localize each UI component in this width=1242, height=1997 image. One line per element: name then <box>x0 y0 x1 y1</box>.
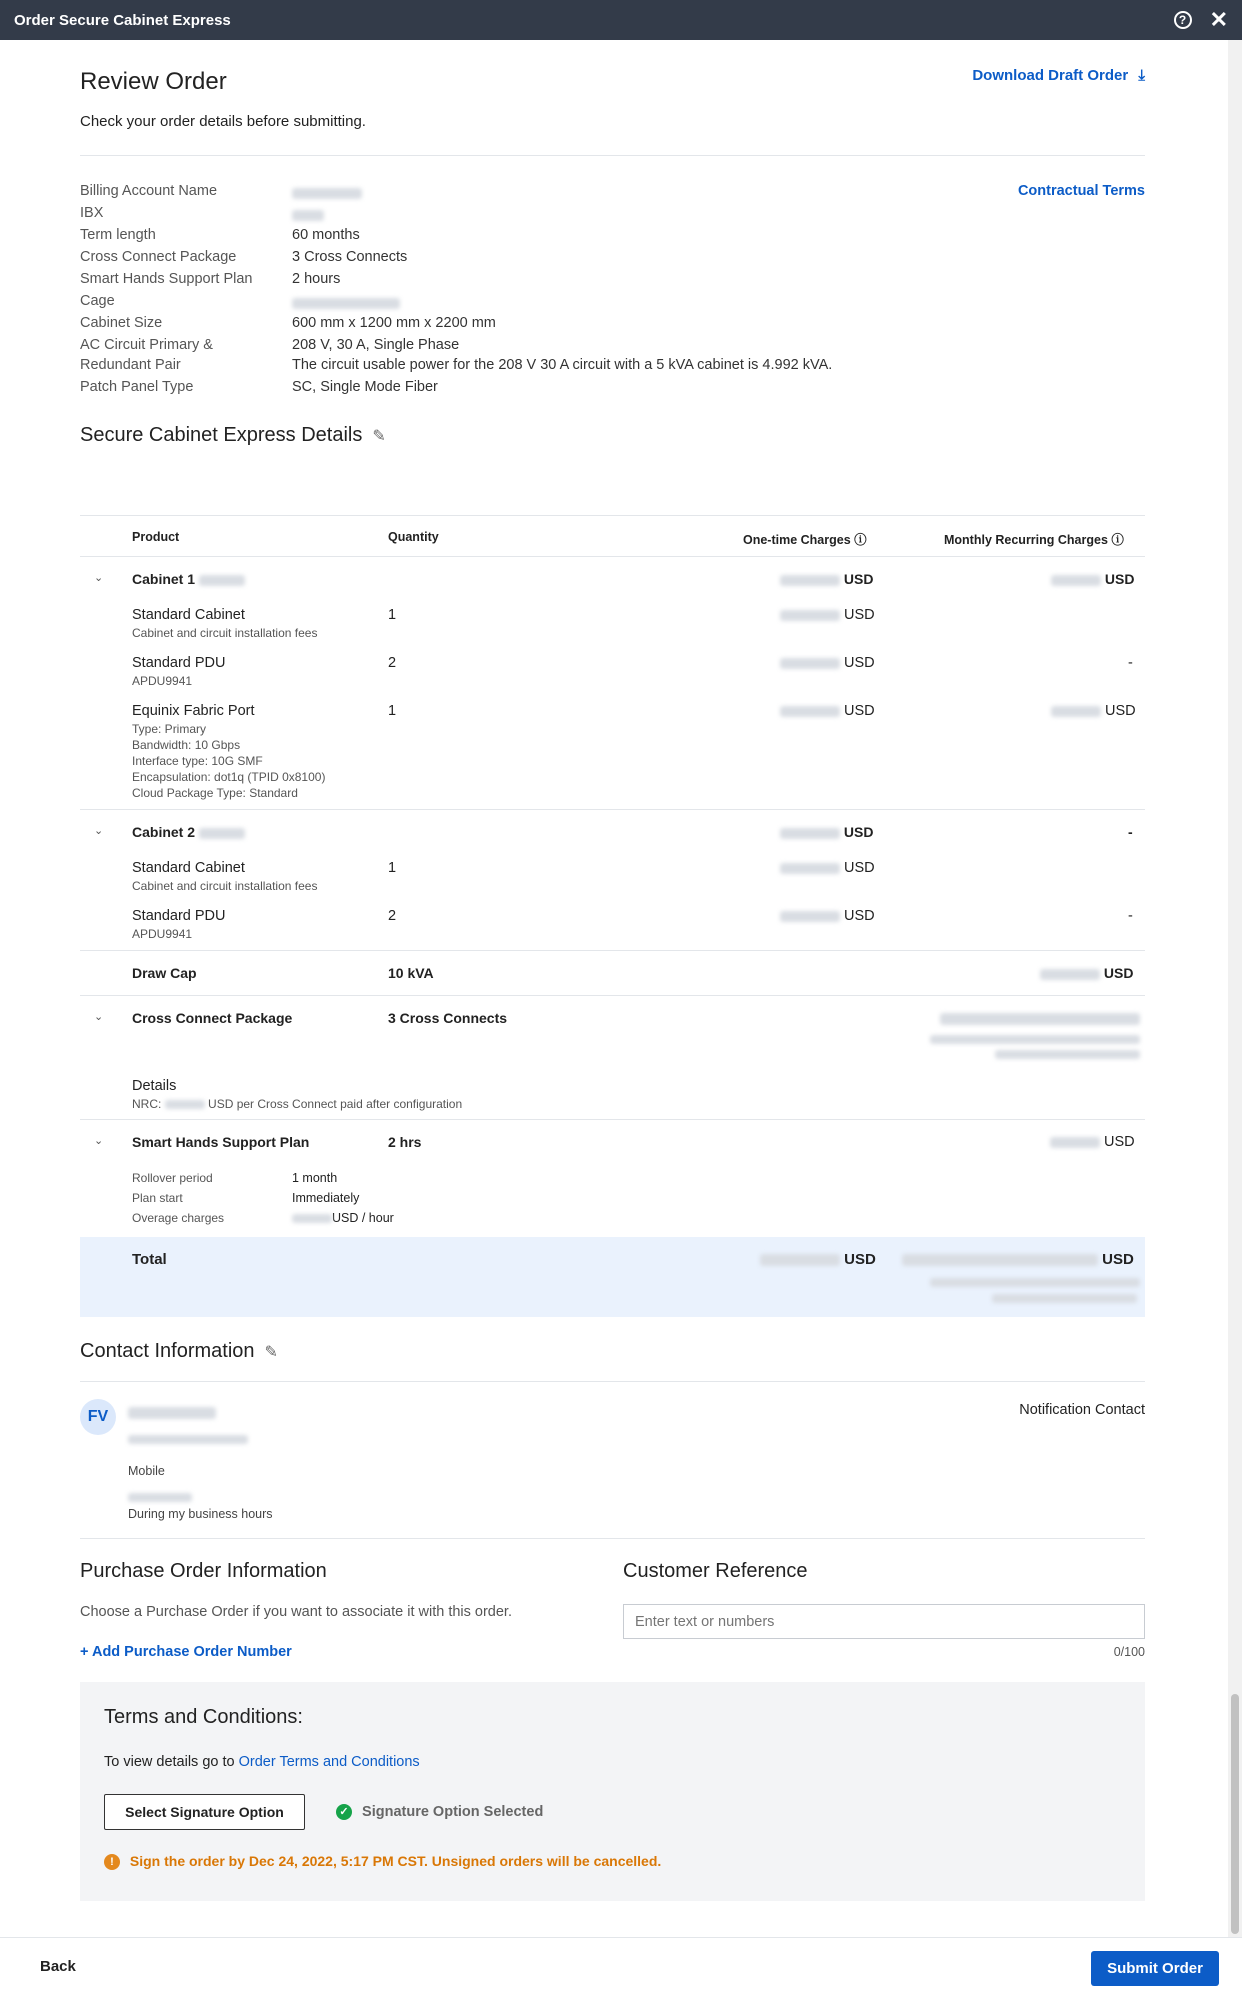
scrollbar[interactable] <box>1228 40 1242 1937</box>
item-monthly: - <box>1128 655 1133 671</box>
total-label: Total <box>132 1251 167 1268</box>
summary-label: Cage <box>80 293 115 309</box>
section-title-po: Purchase Order Information <box>80 1560 327 1582</box>
summary-label: Billing Account Name <box>80 183 218 199</box>
help-icon[interactable]: ? <box>1174 11 1192 29</box>
smarthands-value: USD / hour <box>292 1211 394 1225</box>
contact-name-blurred <box>128 1404 216 1421</box>
total-monthly: USD <box>902 1251 1134 1268</box>
customer-reference-input[interactable] <box>623 1604 1145 1639</box>
item-name: Standard Cabinet <box>132 607 245 623</box>
summary-value: The circuit usable power for the 208 V 30 A circuit with a 5 kVA cabinet is 4.992 kVA. <box>292 357 833 373</box>
download-label: Download Draft Order <box>972 67 1129 84</box>
divider <box>80 950 1145 951</box>
add-po-number-button[interactable]: + Add Purchase Order Number <box>80 1644 292 1660</box>
item-qty: 1 <box>388 607 397 623</box>
divider <box>80 155 1145 156</box>
select-signature-button[interactable]: Select Signature Option <box>104 1794 305 1830</box>
item-sub: Cabinet and circuit installation fees <box>132 626 318 640</box>
cabinet1-onetime: USD <box>780 571 873 587</box>
main-scroll[interactable] <box>0 40 1242 1937</box>
contact-phone-blurred <box>128 1488 192 1505</box>
page-subtitle: Check your order details before submitting. <box>80 113 366 130</box>
cabinet1-monthly: USD <box>1051 571 1134 587</box>
summary-label: Cross Connect Package <box>80 249 237 265</box>
item-onetime: USD <box>780 607 875 623</box>
close-icon[interactable]: ✕ <box>1209 7 1228 32</box>
cabinet2-name: Cabinet 2 <box>132 824 245 840</box>
crossconnect-monthly-blurred <box>940 1010 1140 1027</box>
section-title-details: Secure Cabinet Express Details ✎ <box>80 424 386 446</box>
col-monthly: Monthly Recurring Charges ⓘ <box>944 533 1124 547</box>
item-onetime: USD <box>780 655 875 671</box>
divider <box>80 995 1145 996</box>
divider <box>80 1119 1145 1120</box>
contractual-terms-link[interactable]: Contractual Terms <box>1017 183 1145 199</box>
summary-value: 3 Cross Connects <box>292 249 408 265</box>
smarthands-qty: 2 hrs <box>388 1134 422 1150</box>
summary-value: 600 mm x 1200 mm x 2200 mm <box>292 315 496 331</box>
total-note-blurred <box>930 1273 1140 1290</box>
summary-value: 2 hours <box>292 271 341 287</box>
summary-label: AC Circuit Primary & <box>80 337 213 353</box>
crossconnect-note-blurred <box>995 1045 1140 1062</box>
port-detail: Encapsulation: dot1q (TPID 0x8100) <box>132 770 326 784</box>
total-row <box>80 1237 1145 1317</box>
summary-label: IBX <box>80 205 104 221</box>
summary-label: Redundant Pair <box>80 357 181 373</box>
item-onetime: USD <box>780 703 875 719</box>
drawcap-name: Draw Cap <box>132 965 197 981</box>
port-detail: Cloud Package Type: Standard <box>132 786 298 800</box>
summary-label: Term length <box>80 227 156 243</box>
edit-pencil-icon[interactable]: ✎ <box>372 428 386 445</box>
contact-email-blurred <box>128 1430 248 1447</box>
back-button[interactable]: Back <box>40 1958 76 1975</box>
cabinet1-name: Cabinet 1 <box>132 571 245 587</box>
terms-panel <box>80 1682 1145 1901</box>
summary-value: 208 V, 30 A, Single Phase <box>292 337 460 353</box>
chevron-down-icon[interactable]: ⌄ <box>94 1135 104 1147</box>
submit-order-button[interactable]: Submit Order <box>1091 1951 1219 1986</box>
crossconnect-name: Cross Connect Package <box>132 1010 293 1026</box>
smarthands-name: Smart Hands Support Plan <box>132 1134 310 1150</box>
chevron-down-icon[interactable]: ⌄ <box>94 825 104 837</box>
signature-status: ✓ Signature Option Selected <box>336 1804 543 1820</box>
summary-label: Smart Hands Support Plan <box>80 271 253 287</box>
po-text: Choose a Purchase Order if you want to associate it with this order. <box>80 1604 512 1620</box>
divider <box>80 1538 1145 1539</box>
item-onetime: USD <box>780 860 875 876</box>
item-sub: APDU9941 <box>132 927 193 941</box>
download-icon: ⤓ <box>1138 67 1145 84</box>
cabinet2-monthly: - <box>1128 824 1133 840</box>
page-title: Review Order <box>80 68 227 95</box>
summary-value-blurred <box>292 207 324 223</box>
total-onetime: USD <box>760 1251 876 1268</box>
summary-label: Cabinet Size <box>80 315 163 331</box>
footer-bar <box>0 1937 1242 1997</box>
terms-title: Terms and Conditions: <box>104 1706 303 1728</box>
window-title: Order Secure Cabinet Express <box>14 11 231 29</box>
summary-value-blurred <box>292 295 400 311</box>
drawcap-qty: 10 kVA <box>388 965 434 981</box>
title-bar <box>0 0 1242 40</box>
item-sub: APDU9941 <box>132 674 193 688</box>
col-product: Product <box>132 530 180 544</box>
signature-deadline-warning: ! Sign the order by Dec 24, 2022, 5:17 PM CST. Unsigned orders will be cancelled. <box>104 1853 661 1870</box>
crossconnect-details-label: Details <box>132 1078 177 1094</box>
plus-icon: + <box>80 1644 92 1660</box>
smarthands-key: Overage charges <box>132 1211 225 1225</box>
section-title-customer-ref: Customer Reference <box>623 1560 808 1582</box>
edit-pencil-icon[interactable]: ✎ <box>264 1344 278 1361</box>
item-onetime: USD <box>780 908 875 924</box>
divider <box>80 1381 1145 1382</box>
crossconnect-nrc: NRC: USD per Cross Connect paid after configuration <box>132 1097 463 1111</box>
smarthands-monthly: USD <box>1050 1134 1135 1150</box>
check-circle-icon: ✓ <box>336 1804 352 1820</box>
order-terms-link[interactable]: Order Terms and Conditions <box>238 1754 420 1770</box>
contact-hours: During my business hours <box>128 1507 273 1521</box>
drawcap-monthly: USD <box>1040 965 1133 981</box>
download-draft-order-link[interactable] <box>972 67 1145 84</box>
col-onetime: One-time Charges ⓘ <box>743 533 867 547</box>
section-title-contact: Contact Information ✎ <box>80 1340 278 1362</box>
item-qty: 1 <box>388 703 397 719</box>
col-quantity: Quantity <box>388 530 439 544</box>
total-note-blurred <box>992 1289 1137 1306</box>
divider <box>80 809 1145 810</box>
chevron-down-icon[interactable]: ⌄ <box>94 572 104 584</box>
port-detail: Bandwidth: 10 Gbps <box>132 738 241 752</box>
summary-value: SC, Single Mode Fiber <box>292 379 438 395</box>
contact-mobile-label: Mobile <box>128 1464 165 1478</box>
item-name: Equinix Fabric Port <box>132 703 255 719</box>
item-monthly: - <box>1128 908 1133 924</box>
avatar: FV <box>80 1399 116 1435</box>
warning-icon: ! <box>104 1854 120 1870</box>
smarthands-value: 1 month <box>292 1171 338 1185</box>
scrollbar-thumb[interactable] <box>1231 1694 1239 1934</box>
port-detail: Interface type: 10G SMF <box>132 754 263 768</box>
info-icon[interactable]: ⓘ <box>1111 533 1124 547</box>
item-name: Standard PDU <box>132 655 226 671</box>
info-icon[interactable]: ⓘ <box>854 533 867 547</box>
item-qty: 2 <box>388 908 397 924</box>
crossconnect-qty: 3 Cross Connects <box>388 1010 508 1026</box>
terms-text: To view details go to Order Terms and Conditions <box>104 1754 420 1770</box>
char-counter: 0/100 <box>1113 1645 1145 1659</box>
smarthands-value: Immediately <box>292 1191 360 1205</box>
contact-role: Notification Contact <box>1019 1402 1145 1418</box>
table-header <box>80 515 1145 557</box>
item-name: Standard Cabinet <box>132 860 245 876</box>
summary-value: 60 months <box>292 227 360 243</box>
chevron-down-icon[interactable]: ⌄ <box>94 1011 104 1023</box>
item-qty: 2 <box>388 655 397 671</box>
cabinet2-onetime: USD <box>780 824 873 840</box>
smarthands-key: Plan start <box>132 1191 183 1205</box>
smarthands-key: Rollover period <box>132 1171 213 1185</box>
item-name: Standard PDU <box>132 908 226 924</box>
item-sub: Cabinet and circuit installation fees <box>132 879 318 893</box>
item-qty: 1 <box>388 860 397 876</box>
summary-value-blurred <box>292 185 362 201</box>
port-detail: Type: Primary <box>132 722 207 736</box>
summary-label: Patch Panel Type <box>80 379 194 395</box>
item-monthly: USD <box>1051 703 1136 719</box>
